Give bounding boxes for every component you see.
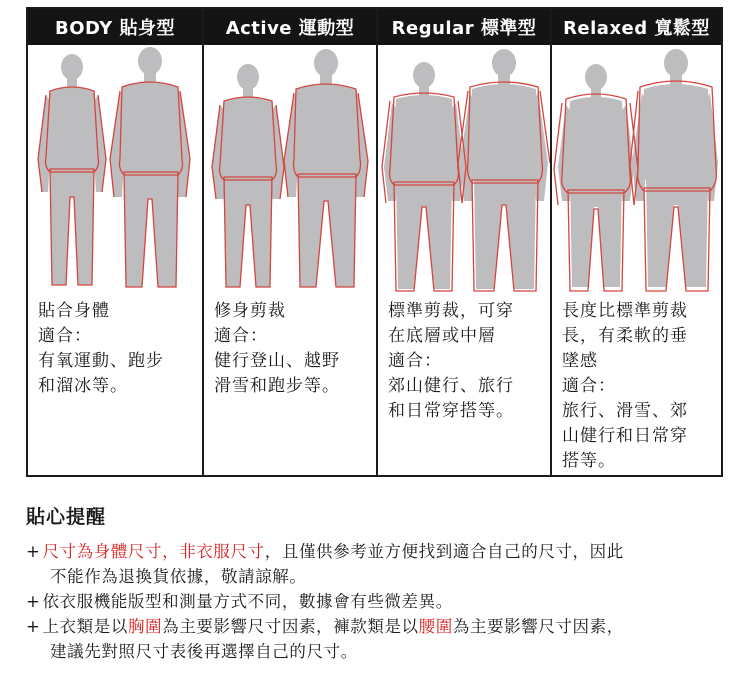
note-item bbox=[26, 539, 736, 564]
plus-icon: + bbox=[26, 542, 41, 561]
regular-fit-figures bbox=[378, 47, 550, 293]
fit-guide-table bbox=[26, 7, 723, 477]
active-fit-illustration bbox=[204, 47, 376, 293]
male-figure bbox=[110, 47, 190, 287]
header-active: Active 運動型 bbox=[225, 18, 355, 39]
description-line: 長度比標準剪裁 bbox=[562, 301, 688, 321]
description-line: 墜感 bbox=[562, 351, 598, 371]
description-line: 旅行、滑雪、郊 bbox=[562, 401, 688, 421]
note-item bbox=[26, 589, 736, 614]
note-text: 為主要影響尺寸因素， bbox=[452, 617, 624, 636]
regular-fit-illustration bbox=[378, 47, 550, 293]
description-line: 滑雪和跑步等。 bbox=[214, 376, 340, 396]
note-highlight-waist: 腰圍 bbox=[418, 617, 453, 636]
relaxed-fit-figures bbox=[552, 47, 721, 293]
description-line: 健行登山、越野 bbox=[214, 351, 340, 371]
description-line: 山健行和日常穿 bbox=[562, 426, 688, 446]
body-fit-figures bbox=[28, 47, 202, 293]
description-line: 適合： bbox=[388, 351, 442, 371]
note-continuation: 建議先對照尺寸表後再選擇自己的尺寸。 bbox=[50, 642, 358, 661]
active-fit-description bbox=[214, 299, 374, 399]
description-line: 貼合身體 bbox=[38, 301, 110, 321]
description-line: 修身剪裁 bbox=[214, 301, 286, 321]
note-continuation: 不能作為退換貨依據，敬請諒解。 bbox=[50, 567, 307, 586]
description-line: 適合： bbox=[38, 326, 92, 346]
header-relaxed: Relaxed 寬鬆型 bbox=[563, 18, 710, 39]
plus-icon: + bbox=[26, 592, 41, 611]
relaxed-fit-description bbox=[562, 299, 720, 474]
header-body: BODY 貼身型 bbox=[55, 18, 175, 39]
plus-icon: + bbox=[26, 617, 41, 636]
description-line: 和日常穿搭等。 bbox=[388, 401, 514, 421]
regular-fit-description bbox=[388, 299, 548, 424]
note-highlight: 尺寸為身體尺寸，非衣服尺寸 bbox=[42, 542, 265, 561]
notes-section bbox=[26, 502, 736, 664]
active-fit-figures bbox=[204, 47, 376, 293]
note-text: 上衣類是以 bbox=[42, 617, 128, 636]
note-text: 為主要影響尺寸因素，褲款類是以 bbox=[162, 617, 419, 636]
description-line: 適合： bbox=[562, 376, 616, 396]
note-text: 依衣服機能版型和測量方式不同，數據會有些微差異。 bbox=[42, 592, 453, 611]
relaxed-fit-illustration bbox=[552, 47, 721, 293]
description-line: 適合： bbox=[214, 326, 268, 346]
description-line: 標準剪裁，可穿 bbox=[388, 301, 514, 321]
note-text: ，且僅供參考並方便找到適合自己的尺寸，因此 bbox=[264, 542, 624, 561]
header-row bbox=[28, 9, 721, 45]
notes-title: 貼心提醒 bbox=[26, 506, 107, 528]
note-item bbox=[26, 614, 736, 639]
body-fit-illustration bbox=[28, 47, 202, 293]
description-line: 長，有柔軟的垂 bbox=[562, 326, 688, 346]
header-regular: Regular 標準型 bbox=[391, 18, 537, 39]
description-line: 搭等。 bbox=[562, 451, 616, 471]
description-line: 和溜冰等。 bbox=[38, 376, 128, 396]
body-fit-description bbox=[38, 299, 198, 399]
description-line: 有氧運動、跑步 bbox=[38, 351, 164, 371]
note-highlight-chest: 胸圍 bbox=[127, 617, 163, 636]
description-line: 郊山健行、旅行 bbox=[388, 376, 514, 396]
description-line: 在底層或中層 bbox=[388, 326, 496, 346]
